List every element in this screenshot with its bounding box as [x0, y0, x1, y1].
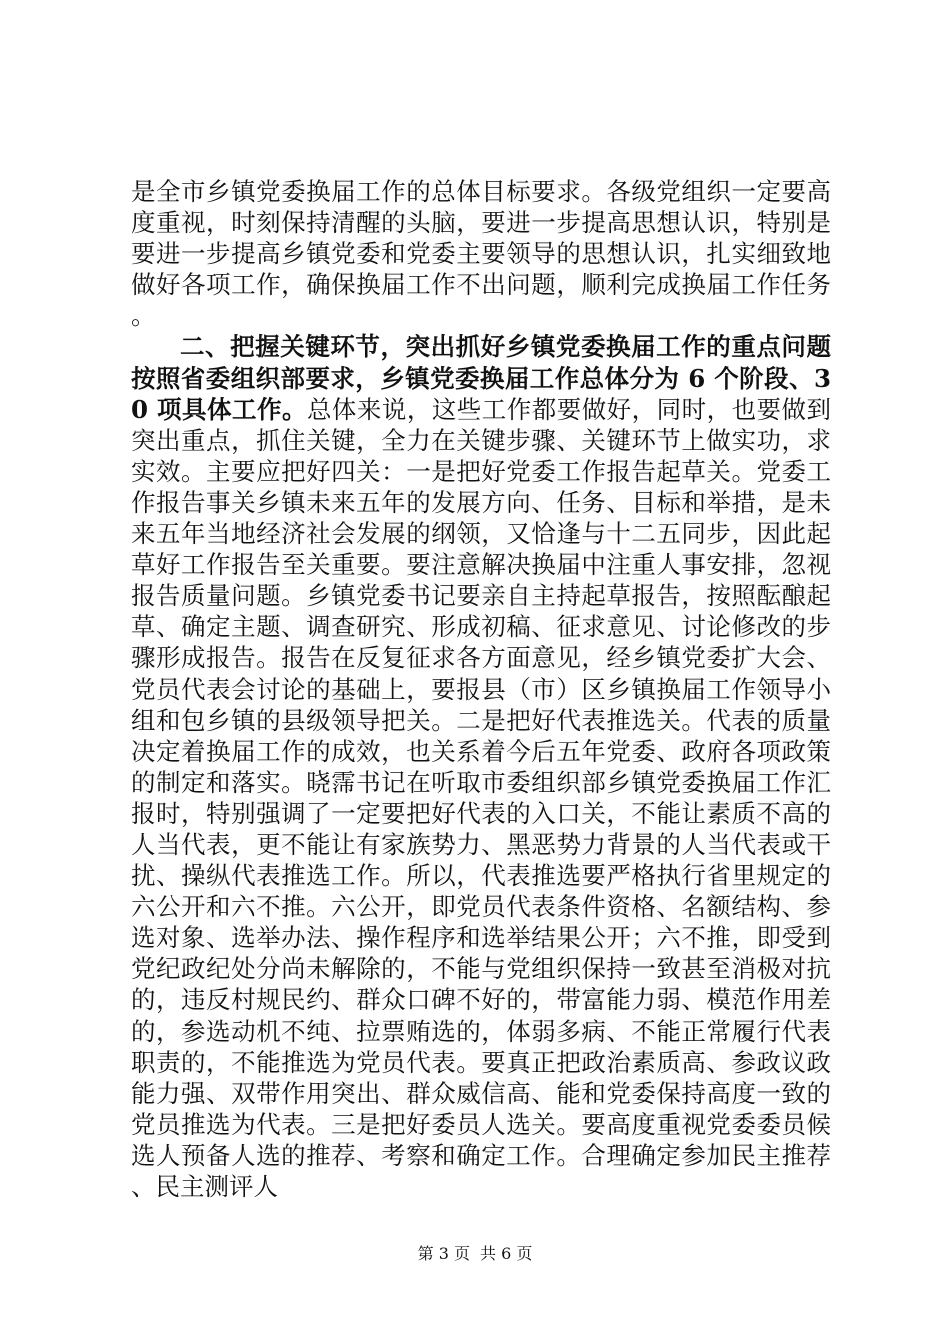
page-footer: [0, 1244, 950, 1264]
paragraph-1: 是全市乡镇党委换届工作的总体目标要求。各级党组织一定要高度重视，时刻保持清醒的头脑，要进一步提高思想认识，特别是要进一步提高乡镇党委和党委主要领导的思想认识，扎实细致地做好各项工作，确保换届工作不出问题，顺利完成换届工作任务。: [131, 177, 831, 331]
section-heading: 二、把握关键环节，突出抓好乡镇党委换届工作的重点问题按照省委组织部要求，乡镇党委换届工作总体分为 6 个阶段、30 项具体工作。: [131, 332, 831, 424]
document-body: [131, 176, 831, 1202]
paragraph-2: [131, 331, 831, 1202]
page-number: 第 3 页: [417, 1244, 470, 1263]
paragraph-2-text: 总体来说，这些工作都要做好，同时，也要做到突出重点，抓住关键，全力在关键步骤、关键环节上做实功，求实效。主要应把好四关：一是把好党委工作报告起草关。党委工作报告事关乡镇未来五年的发展方向、任务、目标和举措，是未来五年当地经济社会发展的纲领，又恰逢与十二五同步，因此起草好工作报告至关重要。要注意解决换届中注重人事安排，忽视报告质量问题。乡镇党委书记要亲自主持起草报告，按照酝酿起草、确定主题、调查研究、形成初稿、征求意见、讨论修改的步骤形成报告。报告在反复征求各方面意见，经乡镇党委扩大会、党员代表会讨论的基础上，要报县（市）区乡镇换届工作领导小组和包乡镇的县级领导把关。二是把好代表推选关。代表的质量决定着换届工作的成效，也关系着今后五年党委、政府各项政策的制定和落实。晓霈书记在听取市委组织部乡镇党委换届工作汇报时，特别强调了一定要把好代表的入口关，不能让素质不高的人当代表，更不能让有家族势力、黑恶势力背景的人当代表或干扰、操纵代表推选工作。所以，代表推选要严格执行省里规定的六公开和六不推。六公开，即党员代表条件资格、名额结构、参选对象、选举办法、操作程序和选举结果公开；六不推，即受到党纪政纪处分尚未解除的，不能与党组织保持一致甚至消极对抗的，违反村规民约、群众口碑不好的，带富能力弱、模范作用差的，参选动机不纯、拉票贿选的，体弱多病、不能正常履行代表职责的，不能推选为党员代表。要真正把政治素质高、参政议政能力强、双带作用突出、群众威信高、能和党委保持高度一致的党员推选为代表。三是把好委员人选关。要高度重视党委委员候选人预备人选的推荐、考察和确定工作。合理确定参加民主推荐、民主测评人: [131, 394, 832, 1201]
page-total: 共 6 页: [480, 1244, 533, 1263]
